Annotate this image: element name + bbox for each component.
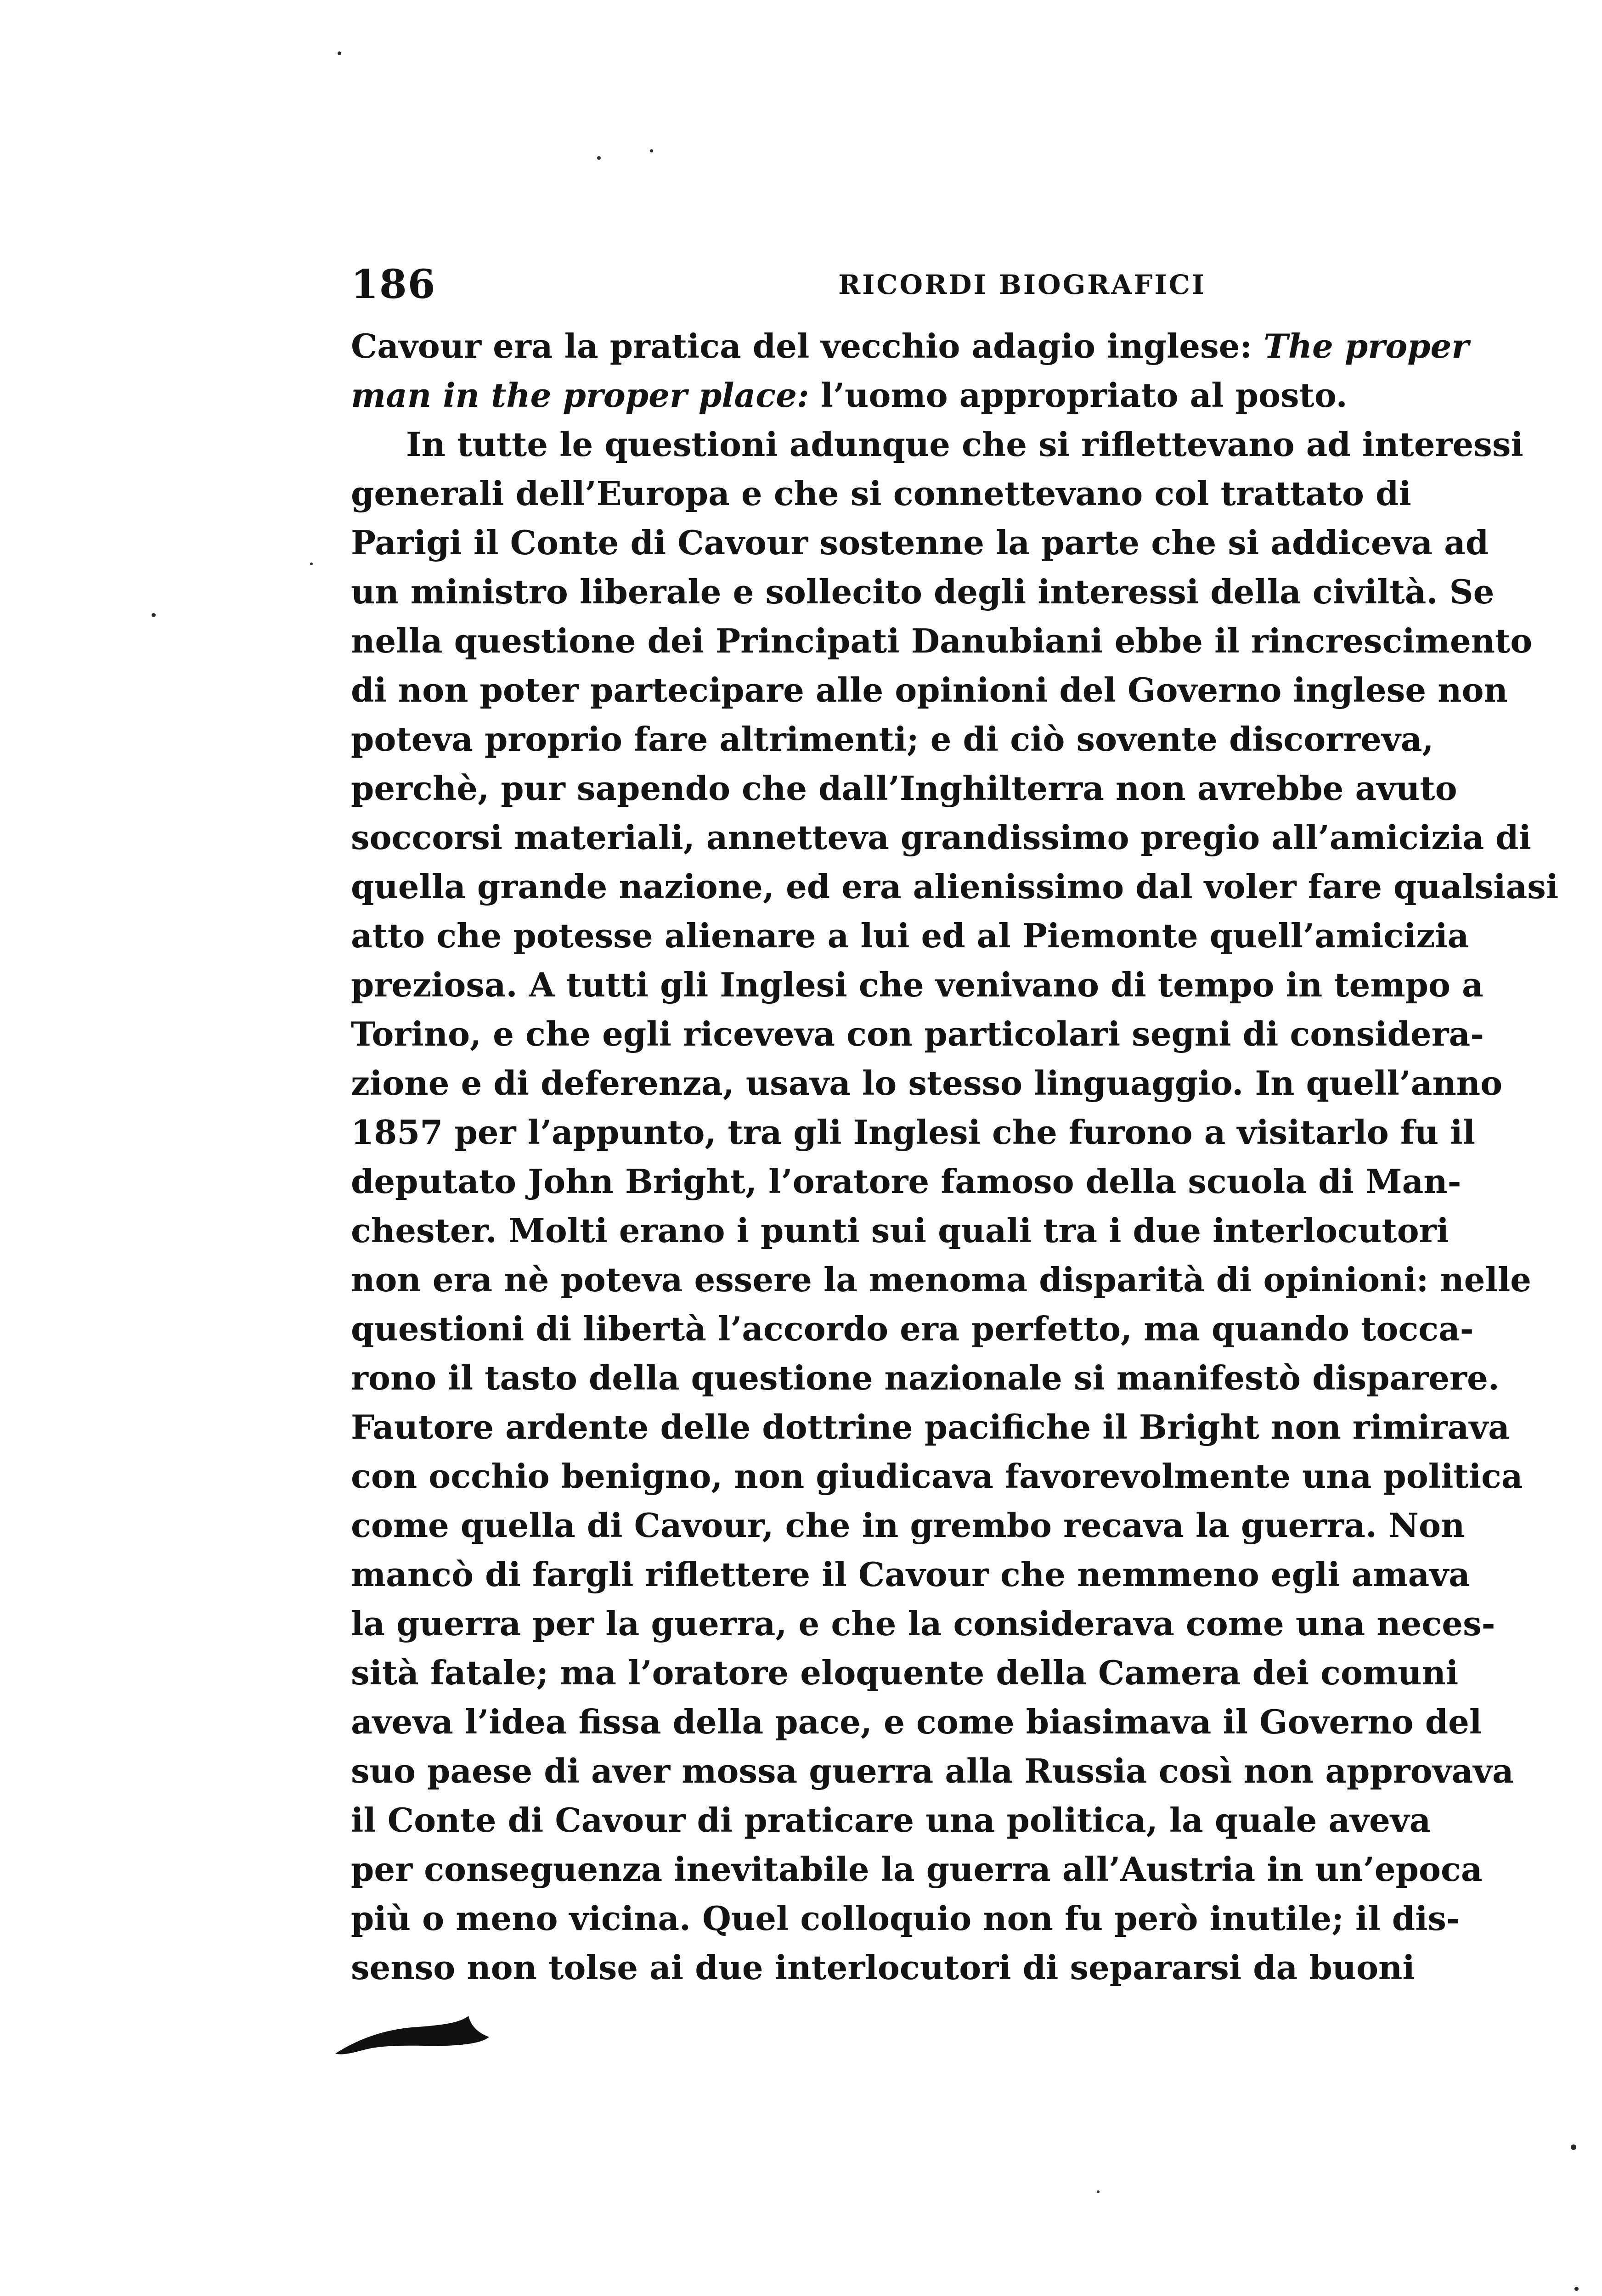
paper-speck bbox=[597, 156, 601, 160]
text-line: man in the proper place: l’uomo appropriato al posto. bbox=[351, 376, 1348, 415]
text-line: chester. Molti erano i punti sui quali tra i due interlocutori bbox=[351, 1211, 1449, 1250]
paper-speck bbox=[1574, 2287, 1579, 2291]
text-line: Fautore ardente delle dottrine pacifiche il Bright non rimirava bbox=[351, 1407, 1510, 1446]
text-line: di non poter partecipare alle opinioni del Governo inglese non bbox=[351, 670, 1508, 709]
paper-speck bbox=[1097, 2190, 1100, 2193]
text-line: zione e di deferenza, usava lo stesso linguaggio. In quell’anno bbox=[351, 1064, 1503, 1103]
text-line: il Conte di Cavour di praticare una politica, la quale aveva bbox=[351, 1801, 1431, 1840]
text-line: In tutte le questioni adunque che si riflettevano ad interessi bbox=[406, 425, 1523, 464]
text-line: rono il tasto della questione nazionale si manifestò disparere. bbox=[351, 1358, 1500, 1397]
text-line: questioni di libertà l’accordo era perfetto, ma quando tocca- bbox=[351, 1309, 1474, 1348]
paper-speck bbox=[650, 149, 653, 152]
text-line: un ministro liberale e sollecito degli interessi della civiltà. Se bbox=[351, 572, 1495, 611]
paper-speck bbox=[1571, 2144, 1576, 2150]
paper-speck bbox=[152, 613, 156, 617]
text-line: 1857 per l’appunto, tra gli Inglesi che furono a visitarlo fu il bbox=[351, 1113, 1475, 1152]
text-line: Cavour era la pratica del vecchio adagio inglese: The proper bbox=[351, 326, 1469, 366]
text-line: perchè, pur sapendo che dall’Inghilterra non avrebbe avuto bbox=[351, 769, 1457, 808]
text-line: poteva proprio fare altrimenti; e di ciò sovente discorreva, bbox=[351, 720, 1434, 759]
paper-speck bbox=[338, 51, 341, 55]
text-line: mancò di fargli riflettere il Cavour che nemmeno egli amava bbox=[351, 1555, 1470, 1594]
paper-speck bbox=[310, 563, 313, 565]
running-head bbox=[351, 257, 1399, 312]
text-line: aveva l’idea fissa della pace, e come biasimava il Governo del bbox=[351, 1702, 1482, 1741]
text-line: con occhio benigno, non giudicava favorevolmente una politica bbox=[351, 1457, 1523, 1496]
text-line: atto che potesse alienare a lui ed al Piemonte quell’amicizia bbox=[351, 916, 1469, 955]
text-line: soccorsi materiali, annetteva grandissimo pregio all’amicizia di bbox=[351, 818, 1531, 857]
text-line: non era nè poteva essere la menoma disparità di opinioni: nelle bbox=[351, 1260, 1531, 1299]
ink-smudge-ornament bbox=[331, 2011, 496, 2062]
text-line: deputato John Bright, l’oratore famoso della scuola di Man- bbox=[351, 1162, 1461, 1201]
text-line: Torino, e che egli riceveva con particolari segni di considera- bbox=[351, 1014, 1484, 1053]
text-line: per conseguenza inevitabile la guerra all’Austria in un’epoca bbox=[351, 1850, 1483, 1889]
text-line: senso non tolse ai due interlocutori di separarsi da buoni bbox=[351, 1948, 1415, 1987]
text-line: più o meno vicina. Quel colloquio non fu però inutile; il dis- bbox=[351, 1899, 1460, 1938]
text-line: preziosa. A tutti gli Inglesi che venivano di tempo in tempo a bbox=[351, 965, 1484, 1004]
running-title: RICORDI BIOGRAFICI bbox=[838, 269, 1206, 300]
text-line: generali dell’Europa e che si connettevano col trattato di bbox=[351, 474, 1411, 513]
text-line: sità fatale; ma l’oratore eloquente della Camera dei comuni bbox=[351, 1653, 1459, 1692]
page-number: 186 bbox=[351, 261, 436, 308]
text-line: quella grande nazione, ed era alienissimo dal voler fare qualsiasi bbox=[351, 867, 1559, 906]
text-line: come quella di Cavour, che in grembo recava la guerra. Non bbox=[351, 1506, 1465, 1545]
text-line: suo paese di aver mossa guerra alla Russia così non approvava bbox=[351, 1751, 1514, 1790]
body-text bbox=[351, 321, 1559, 1992]
text-line: la guerra per la guerra, e che la considerava come una neces- bbox=[351, 1604, 1495, 1643]
text-line: nella questione dei Principati Danubiani ebbe il rincrescimento bbox=[351, 621, 1533, 660]
text-line: Parigi il Conte di Cavour sostenne la parte che si addiceva ad bbox=[351, 523, 1489, 562]
